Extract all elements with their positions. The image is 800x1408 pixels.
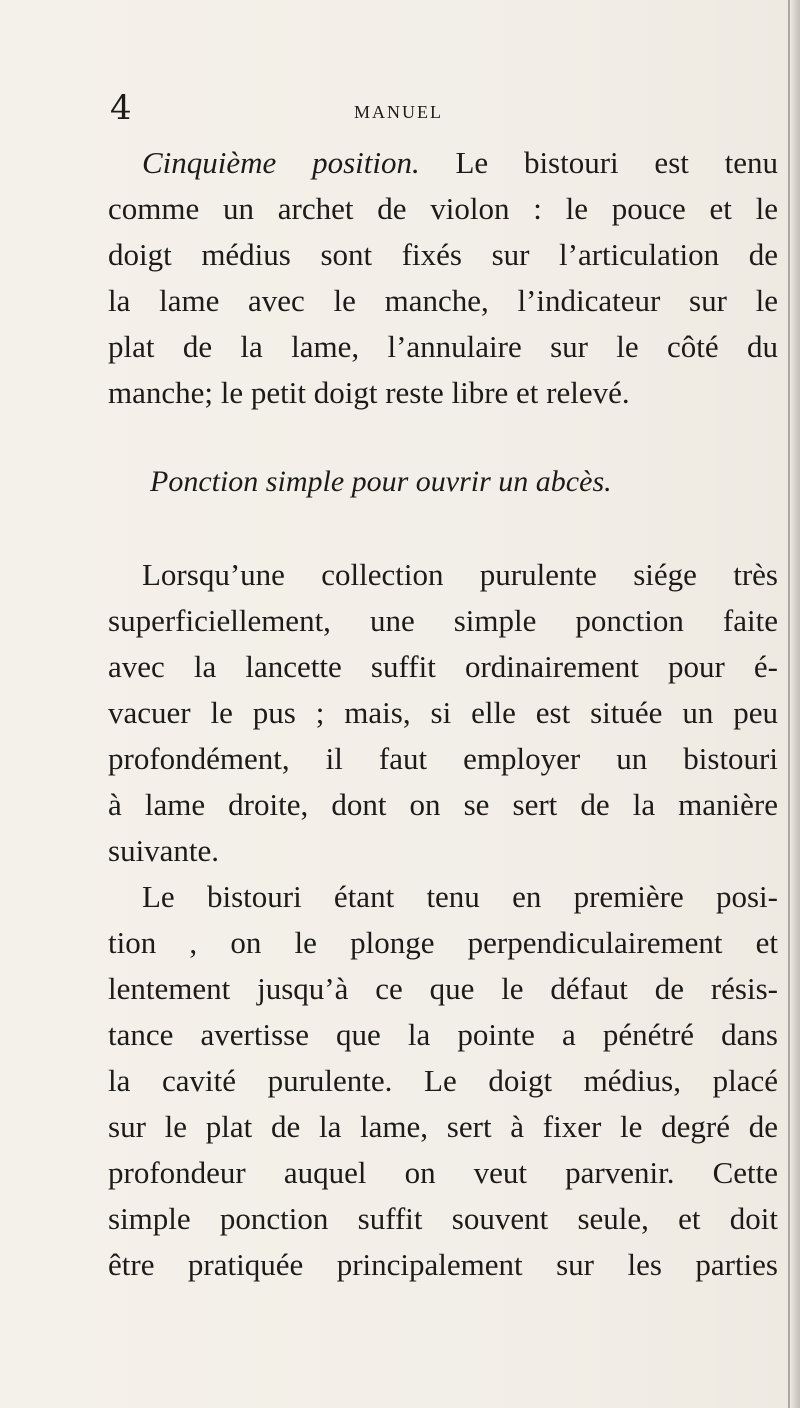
text-line: profondeur auquel on veut parvenir. Cette [108, 1155, 778, 1190]
text-line: sur le plat de la lame, sert à fixer le degré de [108, 1109, 778, 1144]
text-line: à lame droite, dont on se sert de la manière [108, 787, 778, 822]
text-line: la cavité purulente. Le doigt médius, placé [108, 1063, 778, 1098]
text-line: superficiellement, une simple ponction faite [108, 603, 778, 638]
text-line: profondément, il faut employer un bistouri [108, 741, 778, 776]
paragraph-body [108, 552, 778, 1288]
page-edge-shadow [790, 0, 800, 1408]
text-line: vacuer le pus ; mais, si elle est située un peu [108, 695, 778, 730]
page-fold-line [788, 0, 790, 1408]
text-line: lentement jusqu’à ce que le défaut de résis- [108, 971, 778, 1006]
paragraph-lead: Cinquième position. [142, 145, 420, 180]
text-line: Le bistouri étant tenu en première posi- [142, 879, 778, 914]
text-line: tion , on le plonge perpendiculairement et [108, 925, 778, 960]
text-line: suivante. [108, 833, 220, 868]
text-line: plat de la lame, l’annulaire sur le côté du [108, 329, 778, 364]
text-line: doigt médius sont fixés sur l’articulation de [108, 237, 778, 272]
text-line: avec la lancette suffit ordinairement pour é- [108, 649, 778, 684]
text-line: Lorsqu’une collection purulente siége très [142, 557, 778, 592]
paragraph-fifth-position [108, 140, 778, 416]
page-header [110, 88, 790, 128]
text-line: comme un archet de violon : le pouce et le [108, 191, 778, 226]
text-line: la lame avec le manche, l’indicateur sur le [108, 283, 778, 318]
page-number: 4 [110, 88, 132, 128]
paragraph-text: Le bistouri est tenu [419, 145, 779, 180]
text-line: simple ponction suffit souvent seule, et doit [108, 1201, 778, 1236]
running-head: MANUEL [354, 102, 443, 122]
section-heading: Ponction simple pour ouvrir un abcès. [150, 465, 612, 498]
text-line: tance avertisse que la pointe a pénétré dans [108, 1017, 778, 1052]
text-line: manche; le petit doigt reste libre et relevé. [108, 375, 630, 410]
text-line [108, 140, 778, 186]
text-line: être pratiquée principalement sur les parties [108, 1247, 778, 1282]
